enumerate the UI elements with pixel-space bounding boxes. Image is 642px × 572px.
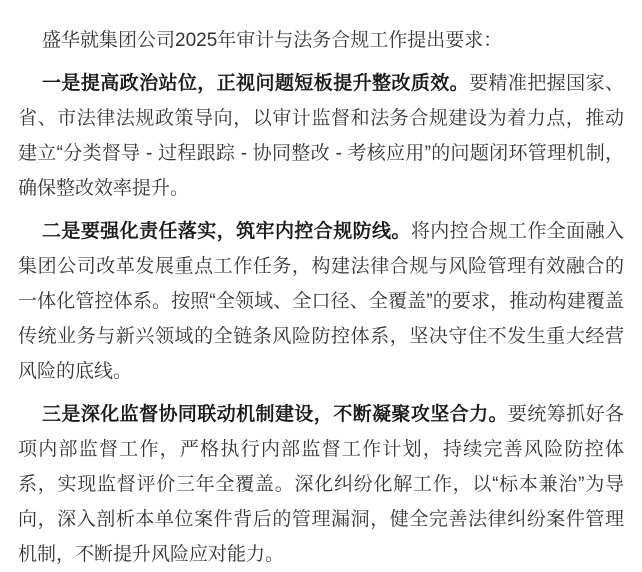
paragraph-3 bbox=[18, 397, 624, 572]
paragraph-1 bbox=[18, 66, 624, 206]
paragraph-3-text: 要统筹抓好各项内部监督工作，严格执行内部监督工作计划，持续完善风险防控体系，实现监督评价三年全覆盖。深化纠纷化解工作，以“标本兼治”为导向，深入剖析本单位案件背后的管理漏洞，健全完善法律纠纷案件管理机制，不断提升风险应对能力。 bbox=[18, 404, 624, 565]
paragraph-1-text: 要精准把握国家、省、市法律法规政策导向，以审计监督和法务合规建设为着力点，推动建立“分类督导 - 过程跟踪 - 协同整改 - 考核应用”的问题闭环管理机制，确保整改效率提升。 bbox=[18, 73, 624, 199]
paragraph-2 bbox=[18, 214, 624, 389]
intro-line: 盛华就集团公司2025年审计与法务合规工作提出要求： bbox=[42, 30, 503, 51]
paragraph-2-text: 将内控合规工作全面融入集团公司改革发展重点工作任务，构建法律合规与风险管理有效融合的一体化管控体系。按照“全领域、全口径、全覆盖”的要求，推动构建覆盖传统业务与新兴领域的全链条风险防控体系，坚决守住不发生重大经营风险的底线。 bbox=[18, 221, 624, 382]
paragraph-2-lead: 二是要强化责任落实，筑牢内控合规防线。 bbox=[42, 221, 411, 242]
paragraph-1-lead: 一是提高政治站位，正视问题短板提升整改质效。 bbox=[42, 73, 470, 94]
paragraph-3-lead: 三是深化监督协同联动机制建设，不断凝聚攻坚合力。 bbox=[42, 404, 508, 425]
